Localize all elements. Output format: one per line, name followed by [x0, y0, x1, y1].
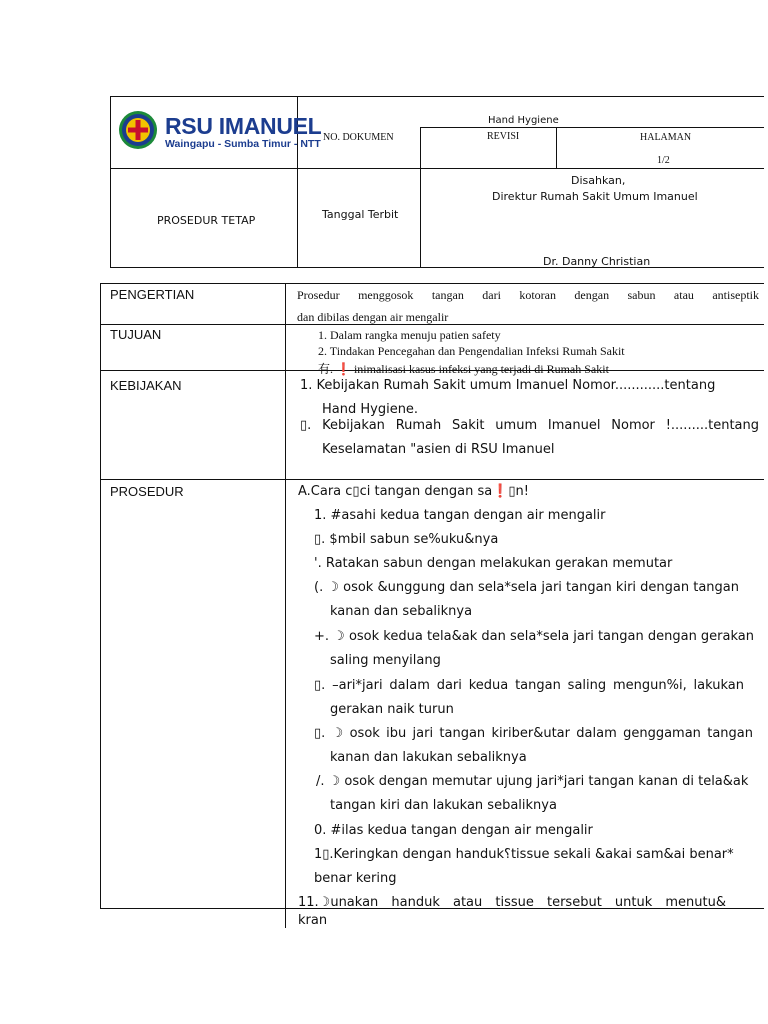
prosedur-step-continuation: tangan kiri dan lakukan sebaliknya — [330, 798, 557, 813]
pengertian-line-2: dan dibilas dengan air mengalir — [297, 310, 449, 324]
no-dokumen-label: NO. DOKUMEN — [323, 132, 394, 143]
prosedur-step-continuation: gerakan naik turun — [330, 702, 454, 717]
kebijakan-item-2-line-1: ▯. Kebijakan Rumah Sakit umum Imanuel Nomor !.........tentang — [300, 418, 759, 433]
row-divider-prosedur — [100, 479, 764, 480]
prosedur-step: '. Ratakan sabun dengan melakukan gerakan memutar — [314, 556, 673, 571]
prosedur-step-continuation: kanan dan sebaliknya — [330, 604, 473, 619]
header-bottom-border — [110, 267, 764, 268]
halaman-value: 1/2 — [657, 155, 670, 166]
kebijakan-item-1-line-1: 1. Kebijakan Rumah Sakit umum Imanuel Nomor............tentang — [300, 378, 716, 393]
prosedur-step: ▯. ☽ osok ibu jari tangan kiriber&utar dalam genggaman tangan — [314, 726, 753, 741]
prosedur-tetap-label: PROSEDUR TETAP — [157, 214, 256, 227]
header-divider-2 — [420, 127, 421, 268]
prosedur-step-continuation: kran — [298, 913, 328, 928]
logo-name: RSU IMANUEL — [165, 113, 322, 139]
title-underline — [420, 127, 764, 128]
prosedur-step-continuation: kanan dan lakukan sebaliknya — [330, 750, 527, 765]
tujuan-item-1: 1. Dalam rangka menuju patien safety — [318, 328, 501, 342]
prosedur-step-continuation: benar kering — [314, 871, 397, 886]
prosedur-label: PROSEDUR — [110, 484, 184, 499]
signer-name: Dr. Danny Christian — [543, 255, 651, 268]
header-top-border — [110, 96, 764, 97]
tanggal-terbit-label: Tanggal Terbit — [322, 208, 399, 221]
prosedur-step: ▯. –ari*jari dalam dari kedua tangan saling mengun%i, lakukan — [314, 678, 744, 693]
logo-tagline: Waingapu - Sumba Timur - NTT — [165, 138, 321, 150]
revisi-label: REVISI — [487, 131, 520, 142]
hospital-logo-icon — [118, 110, 158, 150]
prosedur-step: 0. #ilas kedua tangan dengan air mengalir — [314, 823, 593, 838]
prosedur-step-continuation: saling menyilang — [330, 653, 441, 668]
header-divider-3 — [556, 127, 557, 169]
header-left-border — [110, 96, 111, 268]
body-top-border — [100, 283, 764, 284]
header-mid-border — [110, 168, 764, 169]
prosedur-step: (. ☽ osok &unggung dan sela*sela jari tangan kiri dengan tangan — [314, 580, 739, 595]
prosedur-step: /. ☽ osok dengan memutar ujung jari*jari tangan kanan di tela&ak — [316, 774, 749, 789]
tujuan-item-3: 有. ❗ inimalisasi kasus infeksi yang terjadi di Rumah Sakit — [318, 362, 609, 376]
prosedur-heading: A.Cara c▯ci tangan dengan sa❗▯n! — [298, 484, 529, 499]
body-column-divider — [285, 283, 286, 928]
tujuan-item-2: 2. Tindakan Pencegahan dan Pengendalian Infeksi Rumah Sakit — [318, 344, 625, 358]
halaman-label: HALAMAN — [640, 132, 692, 143]
prosedur-step: 1. #asahi kedua tangan dengan air mengalir — [314, 508, 606, 523]
prosedur-step: 1▯.Keringkan dengan handuk⸮tissue sekali &akai sam&ai benar* — [314, 847, 734, 862]
document-title: Hand Hygiene — [488, 115, 559, 126]
body-left-border — [100, 283, 101, 909]
tujuan-label: TUJUAN — [110, 327, 162, 342]
disahkan-label: Disahkan, — [571, 174, 626, 187]
kebijakan-label: KEBIJAKAN — [110, 378, 182, 393]
pengertian-label: PENGERTIAN — [110, 287, 195, 302]
pengertian-line-1: Prosedur menggosok tangan dari kotoran dengan sabun atau antiseptik — [297, 288, 759, 302]
prosedur-step: 11.☽unakan handuk atau tissue tersebut untuk menutu& — [298, 895, 726, 910]
kebijakan-item-1-line-2: Hand Hygiene. — [322, 402, 419, 417]
prosedur-step: +. ☽ osok kedua tela&ak dan sela*sela jari tangan dengan gerakan — [314, 629, 755, 644]
prosedur-step: ▯. $mbil sabun se%uku&nya — [314, 532, 499, 547]
direktur-label: Direktur Rumah Sakit Umum Imanuel — [492, 190, 698, 203]
kebijakan-item-2-line-2: Keselamatan "asien di RSU Imanuel — [322, 442, 555, 457]
